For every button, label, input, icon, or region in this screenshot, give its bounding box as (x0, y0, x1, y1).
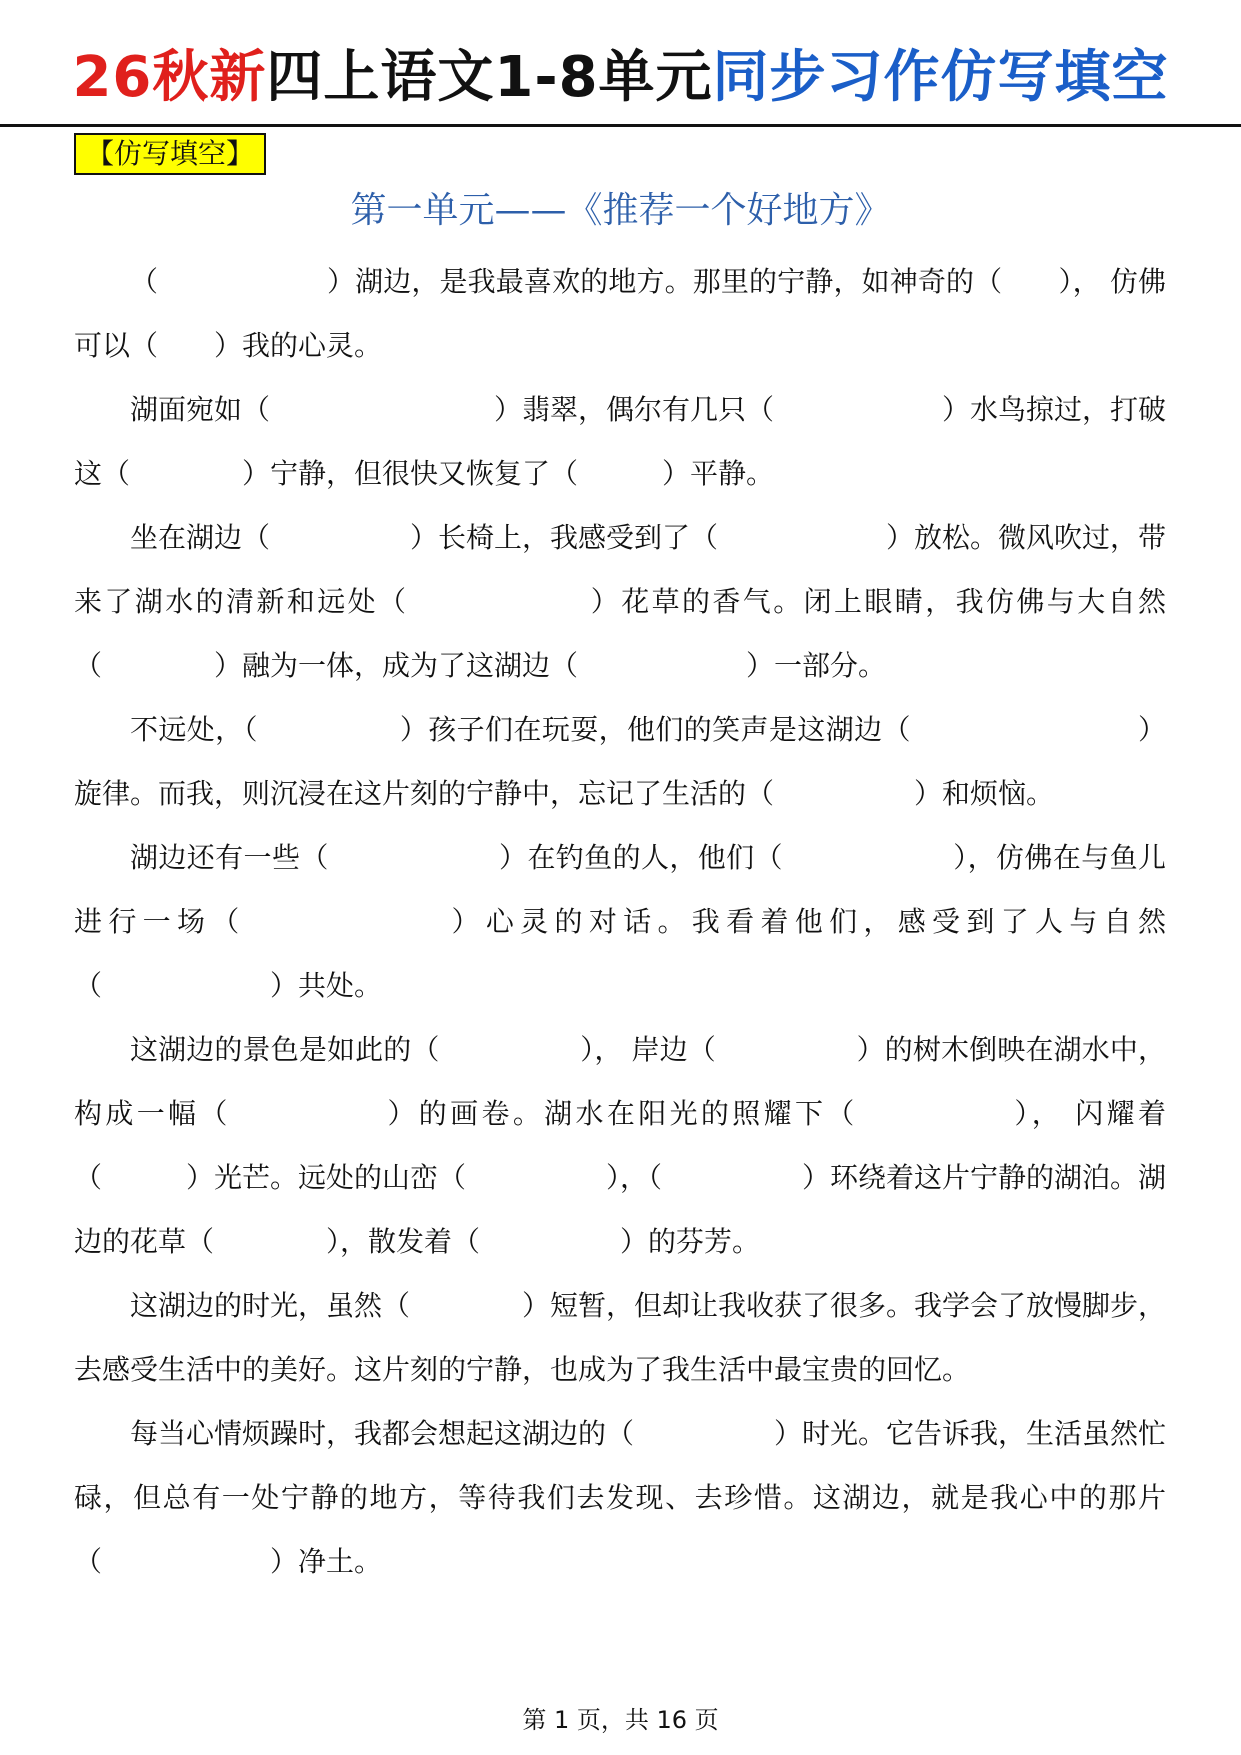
title-part-black: 四上语文1-8单元 (266, 45, 713, 110)
page-number: 第 1 页，共 16 页 (522, 1706, 719, 1734)
title-part-red: 26秋新 (72, 45, 267, 110)
paragraph: 每当心情烦躁时，我都会想起这湖边的（ ）时光。它告诉我，生活虽然忙碌，但总有一处宁静的地方，等待我们去发现、去珍惜。这湖边，就是我心中的那片（ ）净土。 (74, 1417, 1167, 1578)
paragraph: 这湖边的景色是如此的（ ）， 岸边（ ）的树木倒映在湖水中，构成一幅（ ）的画卷。湖水在阳光的照耀下（ ）， 闪耀着（ ）光芒。远处的山峦（ ），（ ）环绕着这片宁静的湖泊。湖边的花草（ ），散发着（ ）的芬芳。 (74, 1033, 1167, 1258)
title-part-blue: 同步习作仿写填空 (712, 45, 1169, 110)
paragraph: 不远处，（ ）孩子们在玩耍，他们的笑声是这湖边（ ）旋律。而我，则沉浸在这片刻的宁静中，忘记了生活的（ ）和烦恼。 (74, 713, 1166, 810)
paragraph: 湖边还有一些（ ）在钓鱼的人，他们（ ），仿佛在与鱼儿进行一场（ ）心灵的对话。我看着他们，感受到了人与自然（ ）共处。 (74, 841, 1166, 1002)
header-divider (0, 124, 1241, 127)
paragraph: 坐在湖边（ ）长椅上，我感受到了（ ）放松。微风吹过，带来了湖水的清新和远处（ ）花草的香气。闭上眼睛，我仿佛与大自然（ ）融为一体，成为了这湖边（ ）一部分。 (74, 521, 1167, 682)
paragraph: 这湖边的时光，虽然（ ）短暂，但却让我收获了很多。我学会了放慢脚步，去感受生活中的美好。这片刻的宁静，也成为了我生活中最宝贵的回忆。 (74, 1289, 1167, 1386)
paragraph: 湖面宛如（ ）翡翠，偶尔有几只（ ）水鸟掠过，打破这（ ）宁静，但很快又恢复了（ ）平静。 (74, 393, 1167, 490)
essay-body (74, 250, 1166, 1594)
document-title (0, 28, 1241, 128)
section-tag: 【仿写填空】 (74, 133, 266, 175)
unit-title: 第一单元——《推荐一个好地方》 (350, 190, 891, 231)
paragraph: （ ）湖边，是我最喜欢的地方。那里的宁静，如神奇的（ ）， 仿佛可以（ ）我的心灵。 (74, 265, 1166, 362)
